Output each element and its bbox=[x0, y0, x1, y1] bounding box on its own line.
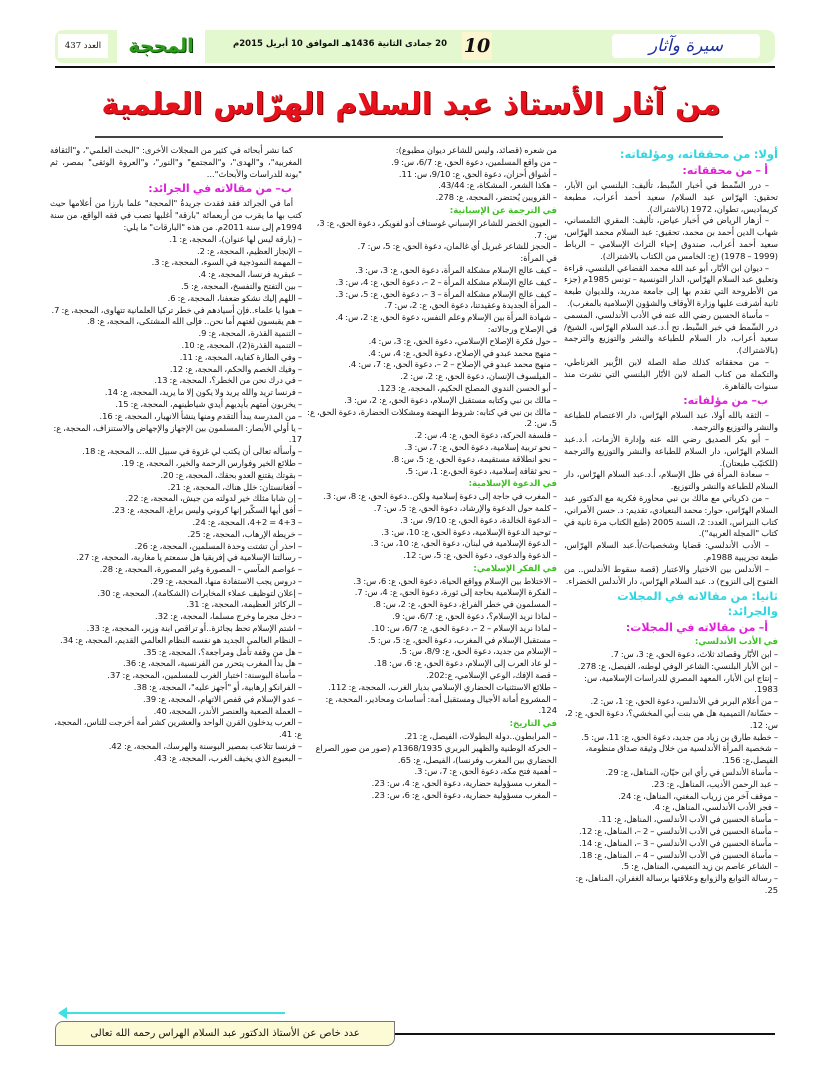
list-item: – المرأة الجديدة وعقيدتنا، دعوة الحق، ع: 2، س: 7. bbox=[384, 300, 557, 311]
section-heading: في التاريخ: bbox=[509, 719, 557, 730]
list-item: – مالك بن نبي وكتابه مستقبل الإسلام، دعوة الحق، ع: 2، س: 3. bbox=[344, 394, 557, 405]
list-item: – البعبوع الذي يخيف الغرب، المحجة، ع: 43. bbox=[153, 752, 302, 763]
list-item: – العيون الخضر للشاعر الإسباني غوستاف أدو لفويكر، دعوة الحق، ع: 3، س: 7. bbox=[316, 217, 557, 240]
list-item: في الإصلاح ورجالاته: bbox=[487, 323, 557, 334]
list-item: – مأساة الحسين في الأدب الأندلسي، المناهل، ع: 11. bbox=[598, 814, 778, 825]
section-heading: ب– من مقالاته في الجرائد: bbox=[148, 182, 292, 196]
list-item: – فلسفة الحركة، دعوة الحق، ع: 4، س: 2. bbox=[414, 430, 557, 441]
continue-arrow-icon bbox=[60, 1012, 285, 1014]
paragraph: – سعادة المرأة في ظل الإسلام، أ.د.عبد السلام الهرّاس، دار السلام للطباعة والنشر والتوزيع. bbox=[564, 469, 778, 492]
list-item: – إنتاج ابن الأبار، المعهد المصري للدراسات الإسلامية، س: 1983. bbox=[584, 672, 778, 695]
list-item: – أهمية فتح مكة، دعوة الحق، ع: 7، س: 3. bbox=[414, 766, 557, 777]
list-item: – ابن الأبار البلنسي: الشاعر الوفي لوطنه، الفيصل، ع: 278. bbox=[577, 660, 778, 671]
list-item: – لماذا نريد الإسلام؟، دعوة الحق، ع: 6/7، س: 9. bbox=[392, 611, 557, 622]
list-item: – مأساة الحسين في الأدب الأندلسي – 4 –، المناهل، ع: 18. bbox=[579, 849, 778, 860]
list-item: – كيف عالج الإسلام مشكلة المرأة، دعوة الحق، ع: 3، س: 3. bbox=[355, 264, 557, 275]
list-item: – رسالة التوابع والزوابع وعلاقتها برسالة الغفران، المناهل، ع: 25. bbox=[575, 873, 778, 896]
list-item: – أفق أيها السكّير إنها كروني وليس براغ، المحجة، ع: 23. bbox=[111, 505, 302, 516]
list-item: – الشاعر عاصم بن زيد التميمي، المناهل، ع: 5. bbox=[621, 861, 778, 872]
list-item: – التنمية القذرة، المحجة، ع: 9. bbox=[198, 328, 302, 339]
list-item: – اشتم الإسلام تحظ بجائزة..أو تراقص ابنة وزير، المحجة، ع: 33. bbox=[86, 623, 302, 634]
list-item: – خريطة الإرهاب، المحجة، ع: 25. bbox=[187, 528, 302, 539]
issue-number: العدد 437 bbox=[58, 34, 108, 58]
list-item: – موقف آخر من زرياب المغني، المناهل، ع: 24. bbox=[618, 790, 778, 801]
list-item: من شعره (قصائد، وليس للشاعر ديوان مطبوع): bbox=[395, 145, 557, 155]
list-item: – من المدرسة يبدأ التقدم ومنها ينشأ الانهيار، المحجة، ع: 16. bbox=[99, 410, 302, 421]
page-header bbox=[55, 30, 775, 63]
list-item: – منهج محمد عبدو في الإصلاح، دعوة الحق، ع: 4، س: 4. bbox=[367, 347, 557, 358]
list-item: – فرنسا تتلاعب بمصير البوسنة والهرسك، المحجة، ع: 42. bbox=[108, 741, 302, 752]
list-item: – كلمة حول الدعوة والإرشاد، دعوة الحق، ع: 5، س: 7. bbox=[373, 502, 557, 513]
title-divider bbox=[95, 136, 723, 138]
section-heading: في الأدب الأندلسي: bbox=[694, 637, 778, 648]
column-left bbox=[50, 145, 302, 765]
section-heading: في الفكر الإسلامي: bbox=[473, 563, 557, 574]
list-item: – ابن الأبّار وقصائد ثلاث، دعوة الحق، ع: 3، س: 7. bbox=[610, 649, 778, 660]
list-item: – أبو الحسن الندوي المصلح الحكيم، المحجة، ع: 123. bbox=[377, 382, 557, 393]
list-item: – نحو ثقافة إسلامية، دعوة الحق،ع: 1، س: 5. bbox=[405, 465, 557, 476]
list-item: – مأساة الحسين في الأدب الأندلسي – 2 –، المناهل، ع: 12. bbox=[579, 826, 778, 837]
list-item: – عبد الرحمن الأديب، المناهل، ع: 23. bbox=[651, 778, 778, 789]
list-item: – منهج محمد عبدو في الإصلاح – 2 –، دعوة الحق، ع: 7، س: 4. bbox=[348, 359, 557, 370]
section-heading: أولا: من محققاته، ومؤلفاته: bbox=[619, 147, 778, 161]
list-item: – بين التفتح والتفسخ، المحجة، ع: 5. bbox=[180, 280, 302, 291]
list-item: – حسّانة/ التميمية هل هي بنت أبي المخشي؟، دعوة الحق، ع: 2، س: 12. bbox=[564, 708, 778, 730]
list-item: – 4+3 = 4+2، المحجة، ع: 24. bbox=[192, 516, 302, 527]
header-divider bbox=[55, 66, 775, 68]
list-item: – شخصية المرأة الأندلسية من خلال وثيقة صداق منظومة، الفيصل،ع: 156. bbox=[585, 743, 778, 766]
list-item: – الفرانكو إرهابية، أو "أجهز عليه"، المحجة، ع: 38. bbox=[133, 682, 302, 693]
paragraph: – أبو بكر الصديق رضي الله عنه وإدارة الأزمات، أ.د.عبد السلام الهرّاس، دار السلام للطباعة والنشر والتوزيع والترجمة (للكتيّب طبعتان). bbox=[564, 433, 778, 468]
list-item: – الحجز للشاعر غبريل أي غالمان، دعوة الحق، ع: 5، س: 7. bbox=[357, 241, 557, 252]
list-item: – (بارقة ليس لها عنوان)، المحجة، ع: 1. bbox=[169, 233, 302, 244]
list-item: – مستقبل الإسلام في المغرب، دعوة الحق، ع: 5، س: 5. bbox=[367, 634, 557, 645]
column-middle bbox=[307, 145, 557, 802]
list-item: – الفيلسوف الإنسان، دعوة الحق، ع: 2، س: 2. bbox=[400, 371, 557, 382]
list-item: – هم يقبسون لغتهم أما نحن.. فإلى الله المشتكى، المحجة، ع: 8. bbox=[87, 316, 302, 327]
paragraph: – من محققاته كذلك صلة الصلة لابن الزُّبير الغرناطي، والتكملة من كتاب الصلة لابن الأبّار البلنسي التي نشرت منذ سنوات بالقاهرة. bbox=[564, 356, 778, 391]
paragraph: – من ذكرياتي مع مالك بن نبي محاورة فكرية مع الدكتور عبد السلام الهرّاس، حوار: محمد البنعيادي، تقديم: د. حسن الأمراني، كتاب النبراس، العدد: 2، السنة 2005 (طبع الكتاب مرة ثانية في كتاب "المجلة العربية"). bbox=[564, 492, 778, 539]
section-heading: أ – من محققاته: bbox=[682, 164, 768, 177]
list-item: – عبقرية فرنسا، المحجة، ع: 4. bbox=[198, 269, 302, 280]
list-item: – لماذا نريد الإسلام – 2 –، دعوة الحق، ع: 6/7، س: 10. bbox=[371, 622, 557, 633]
list-item: – قصة الإفك، الوعي الإسلامي، ع:202. bbox=[426, 670, 557, 681]
list-item: في المرأة: bbox=[520, 253, 557, 264]
footer-divider bbox=[395, 1033, 775, 1035]
list-item: – حول فكرة الإصلاح الإسلامي، دعوة الحق، ع: 3، س: 4. bbox=[368, 335, 557, 346]
list-item: – في درك نحن من الخطر؟، المحجة، ع: 13. bbox=[154, 375, 302, 386]
list-item: – المهمة النموذجية في السوء، المحجة، ع: 3. bbox=[151, 257, 302, 268]
newspaper-logo: المحجة bbox=[117, 28, 205, 65]
list-item: – المشروع أمانة الأجيال ومستقبل أمة: أساسات ومحاذير، المحجة، ع: 124. bbox=[325, 693, 557, 716]
list-item: – الاختلاط بين الإسلام وواقع الحياة، دعوة الحق، ع: 6، س: 3. bbox=[353, 575, 557, 586]
list-item: – اللهم إليك نشكو ضعفنا، المحجة، ع: 6. bbox=[167, 292, 302, 303]
paragraph: – مأساة الحسين رضي الله عنه في الأدب الأندلسي، المسمى درر السِّمط في خبر السِّبط، تح أ.د.عبد السلام الهرّاس، الشيخ/ سعيد أعراب، دار السلام للطباعة والنشر والتوزيع والترجمة (بالاشتراك). bbox=[564, 309, 778, 356]
list-item: – توحيد الدعوة الإسلامية، دعوة الحق، ع: 10، س: 3. bbox=[381, 526, 557, 537]
list-item: – المغرب مسؤولية حضارية، دعوة الحق، ع: 4، س: 23. bbox=[371, 778, 557, 789]
list-item: – المسلمون في خطر الفراغ، دعوة الحق، ع: 2، س: 8. bbox=[372, 599, 557, 610]
list-item: – الدعوة الخالدة، دعوة الحق، ع: 9/10، س: 3. bbox=[400, 514, 557, 525]
list-item: – الدعوة والدعوى، دعوة الحق، ع: 5، س: 12. bbox=[403, 550, 557, 561]
list-item: – نحو تربية إسلامية، دعوة الحق، ع: 7، س: 3. bbox=[404, 441, 557, 452]
list-item: – طلائع الاستثنيات الحضاري الإسلامي بديار الغرب، المحجة، ع: 112. bbox=[328, 681, 557, 692]
list-item: – كيف عالج الإسلام مشكلة المرأة – 3 –، دعوة الحق، ع: 5، س: 3. bbox=[335, 288, 557, 299]
list-item: – الإنجاز العظيم، المحجة، ع: 2. bbox=[196, 245, 302, 256]
list-item: – المغرب في حاجة إلى دعوة إسلامية ولكن..دعوة الحق، ع: 8، س: 3. bbox=[323, 491, 557, 502]
list-item: – الإسلام من جديد، دعوة الحق، ع: 8/9، س: 5. bbox=[399, 646, 557, 657]
list-item: – مأساة الحسين في الأدب الأندلسي – 3 –، المناهل، ع: 14. bbox=[579, 837, 778, 848]
list-item: – النظام العالمي الجديد هو نفسه النظام العالمي القديم، المحجة، ع: 34. bbox=[60, 634, 302, 645]
section-heading: في الدعوة الإسلامية: bbox=[468, 479, 557, 490]
list-item: – الركائز العظيمة، المحجة، ع: 31. bbox=[186, 599, 302, 610]
list-item: – يخربون أمتهم بأيديهم أيدي شياطينهم، المحجة، ع: 15. bbox=[115, 398, 302, 409]
list-item: – التنمية القذرة(2)، المحجة، ع: 10. bbox=[181, 339, 302, 350]
paragraph: – درر السِّمط في أخبار السِّبط، تأليف: البلنسي ابن الأبار، تحقيق: الهرّاس عبد السلام/ سعيد أحمد أعراب، مطبعة كريماديس، تطوان، 1972 (بالاشتراك). bbox=[564, 180, 778, 214]
list-item: – هبوا يا علماء..فإن أسيادهم في خطر تركيا العلمانية تتهاوى، المحجة، ع: 7. bbox=[51, 304, 302, 315]
list-item: – فجر الأدب الأندلسي، المناهل، ع: 4. bbox=[652, 802, 778, 813]
list-item: – دروس يجب الاستفادة منها، المحجة، ع: 29. bbox=[150, 575, 302, 586]
list-item: – دخل مجرما وخرج مسلما، المحجة، ع: 32. bbox=[155, 611, 302, 622]
list-item: – الفكرة الإسلامية بحاجة إلى ثورة، دعوة الحق، ع: 4، س: 7. bbox=[354, 587, 557, 598]
list-item: – بقوتك يقتنع العدو بحقك، المحجة، ع: 20. bbox=[160, 469, 302, 480]
list-item: – عواصم المآسي – المصورة وغير المصورة، المحجة، ع: 28. bbox=[99, 564, 302, 575]
paragraph: – الأندلس بين الاختيار والاعتبار (قصة سقوط الأندلس.. من الفتوح إلى النزوح) د. عبد السلام الهرّاس، دار الأندلس الخضراء. bbox=[564, 563, 778, 586]
list-item: – شهادة المرأة بين الإسلام وعلم النفس، دعوة الحق، ع: 2، س: 4. bbox=[335, 312, 557, 323]
special-issue-banner: عدد خاص عن الأستاذ الدكتور عبد السلام الهراس رحمه الله تعالى bbox=[55, 1021, 395, 1046]
section-heading: ب– من مؤلفاته: bbox=[683, 394, 768, 408]
paragraph: – الأدب الأندلسي: قضايا وشخصيات/أ.عبد السلام الهرّاس، طبعة تجريبية 1988م. bbox=[564, 540, 778, 562]
list-item: – يا أولي الأبصار: المسلمون بين الإجهاز والإجهاض والاستنزاف، المحجة، ع: 17. bbox=[53, 422, 302, 445]
section-heading: ثانيا: من مقالاته في المجلات والجرائد: bbox=[617, 589, 778, 619]
section-title: سيرة وآثار bbox=[612, 34, 760, 58]
list-item: – رسالتنا الإسلامية في إفريقيا هل سمعتم يا مغاربة، المحجة، ع: 27. bbox=[76, 552, 302, 563]
list-item: – عدو الإسلام في قفص الاتهام، المحجة، ع: 39. bbox=[143, 693, 302, 704]
list-item: – إن شابا مثلك خير لدولته من جيش، المحجة، ع: 22. bbox=[125, 493, 302, 504]
paragraph: – ديوان ابن الأبّار، أبو عبد الله محمد القضاعي البلنسي، قراءة وتعليق عبد السلام الهرّاس، الدار التونسية – تونس 1985م (جزء من الأطروحة التي تقدم بها إلى جامعة مدريد، وللديوان طبعة ثانية أشرفت عليها وزارة الأوقاف والشؤون الإسلامية بالمغرب). bbox=[564, 262, 778, 308]
list-item: – احذر أن تشتت وحدة المسلمين، المحجة، ع: 26. bbox=[134, 540, 302, 551]
list-item: – مالك بن نبي في كتابه: شروط النهضة ومشكلات الحضارة، دعوة الحق، ع: 5، س: 2. bbox=[307, 406, 557, 429]
list-item: – أشواق أحزان، دعوة الحق، ع: 9/10، س: 11. bbox=[398, 168, 557, 179]
section-heading: في الترجمة عن الإسبانية: bbox=[449, 205, 557, 216]
list-item: – لو عاد العرب إلى الإسلام، دعوة الحق، ع: 6، س: 18. bbox=[373, 658, 557, 669]
paragraph: – الثقة بالله أولا، عبد السلام الهرّاس، دار الاعتصام للطباعة والنشر والتوزيع والترجمة. bbox=[564, 410, 778, 433]
list-item: – من واقع المسلمين، دعوة الحق، ع: 6/7، س: 9. bbox=[391, 156, 557, 167]
list-item: – القرويين يُحتضر، المحجة، ع: 278. bbox=[435, 192, 557, 203]
list-item: – الدعوة الإسلامية في لبنان، دعوة الحق، ع: 10، س: 3. bbox=[370, 538, 557, 549]
list-item: – هكذا الشعر، المشكاة، ع: 43/44. bbox=[438, 180, 557, 191]
list-item: – أفغانستان: خلل هناك، المحجة، ع: 21. bbox=[167, 481, 302, 492]
issue-date: 20 جمادى الثانية 1436هـ الموافق 10 أبريل 2015م bbox=[233, 39, 447, 49]
list-item: – هل من وقفة تأمل ومراجعة؟، المحجة، ع: 35. bbox=[143, 646, 302, 657]
paragraph: – أزهار الرياض في أخبار عياض، تأليف: المقري التلمساني، شهاب الدين أحمد بن محمد، تحقيق: عبد السلام محمد الهرّاس، سعيد أحمد أعراب، صندوق إحياء التراث الإسلامي – الرباط (1999 – 1978) (ج: الخامس من الكتاب بالاشتراك). bbox=[564, 215, 778, 261]
list-item: – فرنسا تريد والله يريد ولا يكون إلا ما يريد، المحجة، ع: 14. bbox=[104, 387, 302, 398]
column-right bbox=[564, 145, 778, 897]
list-item: – الحركة الوطنية والظهير البربري 1368/1935م (صور من صور الصراع الحضاري بين المغرب وفرنسا)، الفيصل، ع: 65. bbox=[315, 742, 557, 765]
list-item: – مأساة الأندلس في رأي ابن حيّان، المناهل، ع: 29. bbox=[605, 767, 778, 778]
list-item: – مأساة البوسنة: اختبار الغرب للمسلمين، المحجة، ع: 37. bbox=[107, 670, 302, 681]
list-item: – من أعلام البربر في الأندلس، دعوة الحق، ع: 1، س: 2. bbox=[590, 696, 778, 707]
list-item: – وفي الطارة كفاية، المحجة، ع: 11. bbox=[179, 351, 302, 362]
list-item: – وفيك الخصم والحكم، المحجة، ع: 12. bbox=[169, 363, 302, 374]
page-number: 10 bbox=[462, 32, 492, 60]
list-item: – كيف عالج الإسلام مشكلة المرأة – 2 –، دعوة الحق، ع: 4، س: 3. bbox=[335, 276, 557, 287]
section-heading: أ– من مقالاته في المجلات: bbox=[625, 621, 768, 635]
list-item: – العملة الصعبة والعنصر الأندر، المحجة، 40. bbox=[153, 705, 302, 716]
article-title: من آثار الأستاذ عبد السلام الهرّاس العلمية bbox=[101, 87, 721, 122]
list-item: – المرابطون..دولة البطولات، الفيصل، ع: 21. bbox=[404, 731, 557, 742]
paragraph: أما في الجرائد فقد فقدت جريدةُ "المحجة" علما بارزا من أعلامها حيث كتب بها ما يقرب من أربعمائة "بارقة" أغلبها تصب في فقه الواقع، من سنة 1994م إلى سنة 2011م. من هذه "البارقات" ما يلي: bbox=[50, 198, 302, 232]
list-item: – خطبة طارق بن زياد من جديد، دعوة الحق، ع: 11، س: 5. bbox=[581, 731, 778, 742]
list-item: – وأسأله تعالى أن يكتب لي غزوة في سبيل الله..، المحجة، ع: 18. bbox=[82, 446, 302, 457]
list-item: – هل بدأ المغرب يتحرر من الفرنسية، المحجة، ع: 36. bbox=[122, 658, 302, 669]
list-item: – العرب يدخلون القرن الواحد والعشرين كشر أمة أخرجت للناس، المحجة، ع: 41. bbox=[54, 717, 302, 740]
list-item: – نحو انطلاقة مستقيمة، دعوة الحق، ع: 5، س: 8. bbox=[391, 453, 557, 464]
paragraph: كما نشر أبحاثه في كثير من المجلات الأخرى: "البحث العلمي"، و"الثقافة المغربية"، و"الهدى"، و"المجتمع" و"النور"، و"العروة الوثقى" بمصر، ثم "بونة للدراسات والأبحاث"... bbox=[50, 145, 302, 179]
list-item: – إعلان لتوظيف عملاء المخابرات (الشكامة)، المحجة، ع: 30. bbox=[97, 587, 302, 598]
list-item: – المغرب مسؤولية حضارية، دعوة الحق، ع: 6، س: 23. bbox=[371, 790, 557, 801]
list-item: – طلائع الخير وفوارس الرحمة والخير، المحجة، ع: 19. bbox=[121, 457, 302, 468]
